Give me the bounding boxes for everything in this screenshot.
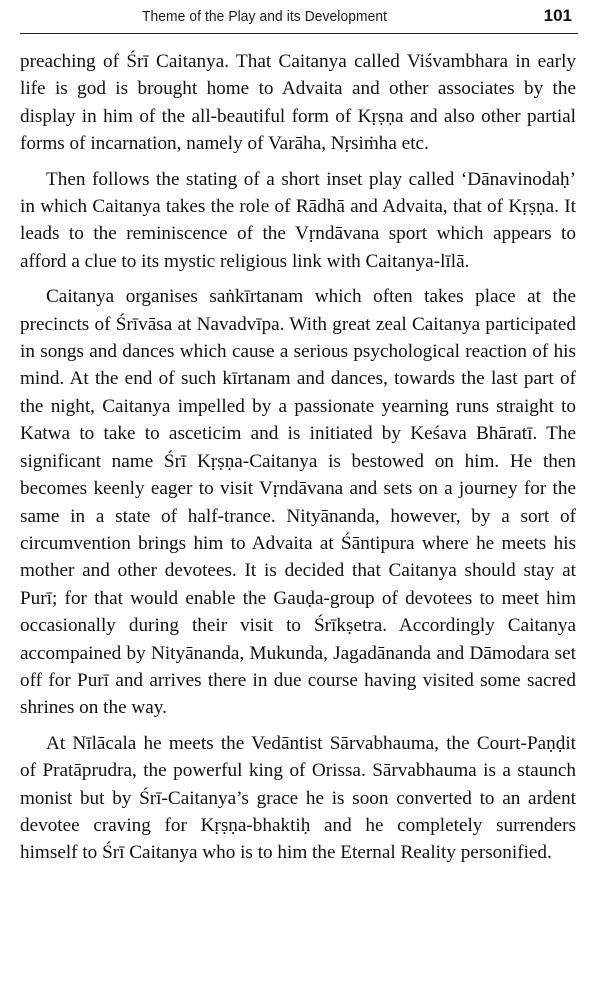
- paragraph-sankirtanam: Caitanya organises saṅkīrtanam which often takes place at the precincts of Śrīvāsa at Navadvīpa. With great zeal Caitanya participated in songs and dances which cause a serious psychological reaction of his mind. At the end of such kīrtanam and dances, towards the last part of the night, Caitanya impelled by a passionate yearning runs straight to Katwa to take to asceticim and is initiated by Keśava Bhāratī. The significant name Śrī Kṛṣṇa-Caitanya is bestowed on him. He then becomes keenly eager to visit Vṛndāvana and sets on a journey for the same in a state of half-trance. Nityānanda, however, by a sort of circumvention brings him to Advaita at Śāntipura where he meets his mother and other devotees. It is decided that Caitanya should stay at Purī; for that would enable the Gauḍa-group of devotees to meet him occasionally during their visit to Śrīkṣetra. Accordingly Caitanya accompained by Nityānanda, Mukunda, Jagadānanda and Dāmodara set off for Purī and arrives there in due course having visited some sacred shrines on the way.: [20, 286, 576, 719]
- paragraph-inset-play: Then follows the stating of a short inset play called ‘Dānavinodaḥ’ in which Caitanya takes the role of Rādhā and Advaita, that of Kṛṣṇa. It leads to the reminiscence of the Vṛndāvana sport which appears to afford a clue to its mystic religious link with Caitanya-līlā.: [20, 168, 576, 272]
- running-header: [20, 6, 578, 32]
- header-rule: [20, 33, 578, 34]
- paragraph-continuation: preaching of Śrī Caitanya. That Caitanya called Viśvambhara in early life is god is brought home to Advaita and other associates by the display in him of the all-beautiful form of Kṛṣṇa and also other partial forms of incarnation, namely of Varāha, Nṛsiṁha etc.: [20, 51, 576, 155]
- page-number: 101: [543, 6, 572, 25]
- running-header-title: Theme of the Play and its Development: [142, 8, 388, 25]
- body-text: [20, 48, 576, 875]
- paragraph-nilacala: At Nīlācala he meets the Vedāntist Sārvabhauma, the Court-Paṇḍit of Pratāprudra, the powerful king of Orissa. Sārvabhauma is a staunch monist but by Śrī-Caitanya’s grace he is soon converted to an ardent devotee craving for Kṛṣṇa-bhaktiḥ and he completely surrenders himself to Śrī Caitanya who is to him the Eternal Reality personified.: [20, 732, 576, 864]
